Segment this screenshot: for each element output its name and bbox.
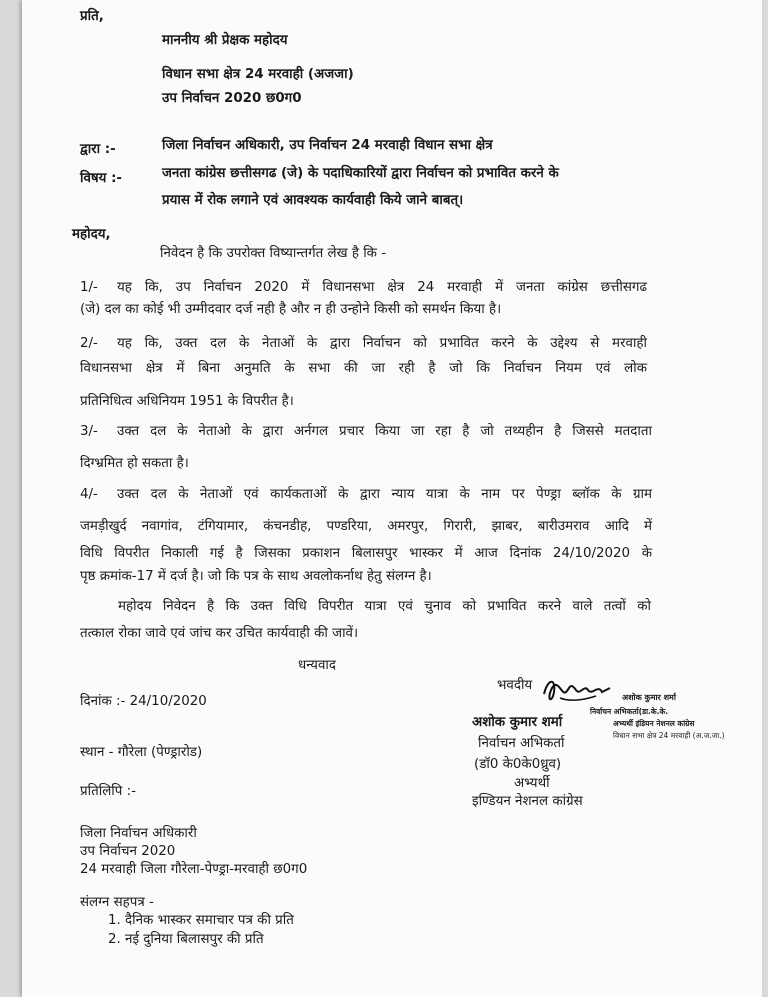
date-line: दिनांक :- 24/10/2020 bbox=[80, 694, 207, 709]
point-text: प्रतिनिधित्व अधिनियम 1951 के विपरीत है। bbox=[80, 394, 294, 409]
to-label: प्रति, bbox=[80, 9, 104, 24]
point-text: (जे) दल का कोई भी उम्मीदवार दर्ज नही है और न ही उन्होने किसी को समर्थन किया है। bbox=[80, 302, 502, 317]
point-text: जमड़ीखुर्द नवागांव, टंगियामार, कंचनडीह, पण्डरिया, अमरपुर, गिरारी, झाबर, बारीउमराव आदि में bbox=[80, 519, 652, 534]
thanks-text: धन्यवाद bbox=[298, 658, 336, 673]
place-line: स्थान - गौरेला (पेण्ड्रारोड) bbox=[80, 745, 203, 760]
salutation: महोदय, bbox=[72, 227, 111, 242]
candidate-label: अभ्यर्थी bbox=[514, 776, 550, 791]
point-number: 2/- bbox=[80, 336, 98, 351]
point-text: यह कि, उप निर्वाचन 2020 में विधानसभा क्षेत्र 24 मरवाही में जनता कांग्रेस छत्तीसगढ bbox=[117, 280, 647, 295]
stamp-line: विधान सभा क्षेत्र 24 मरवाही (अ.ज.जा.) bbox=[613, 731, 725, 740]
point-text: विधानसभा क्षेत्र में बिना अनुमति के सभा की जा रही है जो कि निर्वाचन नियम एवं लोक bbox=[80, 361, 647, 376]
intro-text: निवेदन है कि उपरोक्त विष्यान्तर्गत लेख है कि - bbox=[160, 246, 387, 261]
regards-text: भवदीय bbox=[497, 678, 533, 693]
stamp-line: निर्वाचन अभिकर्ता(डा.के.के. bbox=[590, 707, 669, 716]
point-text: यह कि, उक्त दल के नेताओं के द्वारा निर्वाचन को प्रभावित करने के उद्देश्य से मरवाही bbox=[117, 336, 647, 351]
point-number: 1/- bbox=[80, 280, 98, 295]
copy-line: 24 मरवाही जिला गौरेला-पेण्ड्रा-मरवाही छ0ग0 bbox=[80, 862, 308, 877]
point-text: विधि विपरीत निकाली गई है जिसका प्रकाशन बिलासपुर भास्कर में आज दिनांक 24/10/2020 के bbox=[80, 546, 652, 561]
addressee-line: माननीय श्री प्रेक्षक महोदय bbox=[162, 33, 288, 48]
addressee-line: उप निर्वाचन 2020 छ0ग0 bbox=[162, 91, 302, 106]
copy-line: जिला निर्वाचन अधिकारी bbox=[80, 826, 197, 841]
addressee-line: विधान सभा क्षेत्र 24 मरवाही (अजजा) bbox=[162, 67, 354, 82]
point-number: 3/- bbox=[80, 424, 98, 439]
signature-image bbox=[540, 674, 620, 708]
letter-page bbox=[22, 0, 762, 997]
enclosure-label: संलग्न सहपत्र - bbox=[80, 895, 154, 910]
subject-line: प्रयास में रोक लगाने एवं आवश्यक कार्यवाही किये जाने बाबत्। bbox=[162, 193, 464, 208]
point-number: 4/- bbox=[80, 487, 98, 502]
point-text: उक्त दल के नेताओं एवं कार्यकताओं के द्वारा न्याय यात्रा के नाम पर पेण्ड्रा ब्लॉक के ग्राम bbox=[117, 487, 652, 502]
point-text: दिग्भ्रमित हो सकता है। bbox=[80, 456, 189, 471]
through-label: द्वारा :- bbox=[80, 142, 116, 157]
copy-line: उप निर्वाचन 2020 bbox=[80, 844, 176, 859]
party-name: इण्डियन नेशनल कांग्रेस bbox=[472, 794, 583, 809]
subject-line: जनता कांग्रेस छत्तीसगढ (जे) के पदाधिकारियों द्वारा निर्वाचन को प्रभावित करने के bbox=[162, 166, 559, 181]
closing-text: तत्काल रोका जावे एवं जांच कर उचित कार्यवाही की जावें। bbox=[80, 626, 359, 641]
point-text: उक्त दल के नेताओ के द्वारा अर्नगल प्रचार किया जा रहा है जो तथ्यहीन है जिससे मतदाता bbox=[117, 424, 652, 439]
closing-text: महोदय निवेदन है कि उक्त विधि विपरीत यात्रा एवं चुनाव को प्रभावित करने वाले तत्वों को bbox=[118, 599, 651, 614]
point-text: पृष्ठ क्रमांक-17 में दर्ज है। जो कि पत्र के साथ अवलोकर्नाथ हेतु संलग्न है। bbox=[80, 569, 432, 584]
sender-name: अशोक कुमार शर्मा bbox=[472, 715, 563, 730]
sender-role: निर्वाचन अभिकर्ता bbox=[478, 736, 565, 751]
through-text: जिला निर्वाचन अधिकारी, उप निर्वाचन 24 मरवाही विधान सभा क्षेत्र bbox=[162, 138, 493, 153]
sender-qualification: (डॉ0 के0के0ध्रुव) bbox=[474, 757, 562, 772]
enclosure-item: 1. दैनिक भास्कर समाचार पत्र की प्रति bbox=[108, 913, 294, 928]
stamp-line: अभ्यर्थी इंडियन नेशनल कांग्रेस bbox=[613, 719, 695, 728]
enclosure-item: 2. नई दुनिया बिलासपुर की प्रति bbox=[108, 932, 264, 947]
subject-label: विषय :- bbox=[80, 171, 122, 186]
stamp-line: अशोक कुमार शर्मा bbox=[622, 693, 676, 702]
copy-label: प्रतिलिपि :- bbox=[80, 784, 136, 799]
